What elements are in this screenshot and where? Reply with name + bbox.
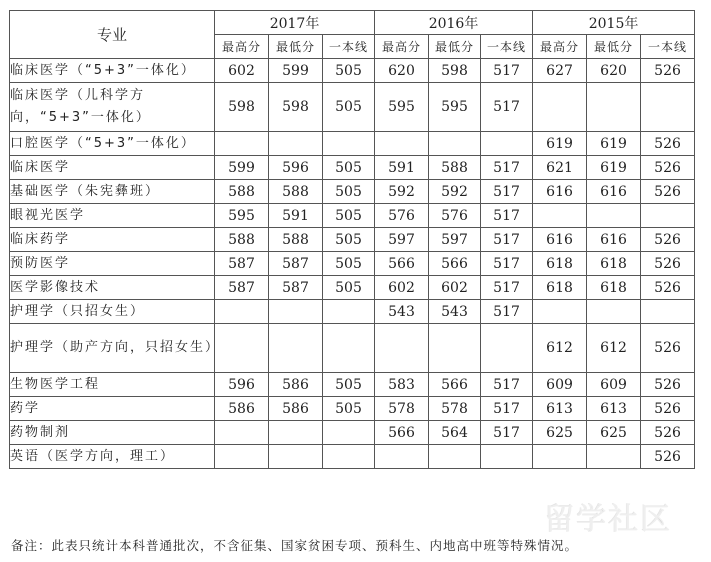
table-row (10, 300, 695, 324)
score-cell: 598 (429, 59, 481, 83)
score-cell: 599 (269, 59, 323, 83)
major-name-cell: 生物医学工程 (10, 373, 215, 397)
score-cell: 517 (481, 180, 533, 204)
major-name-cell: 临床药学 (10, 228, 215, 252)
table-row (10, 373, 695, 397)
score-cell: 595 (215, 204, 269, 228)
score-cell (269, 421, 323, 445)
major-name-cell: 基础医学（朱宪彝班） (10, 180, 215, 204)
major-name-cell: 预防医学 (10, 252, 215, 276)
score-cell: 619 (587, 156, 641, 180)
score-cell: 588 (429, 156, 481, 180)
score-cell: 505 (323, 204, 375, 228)
table-row (10, 421, 695, 445)
score-cell (641, 204, 695, 228)
score-cell: 517 (481, 156, 533, 180)
score-cell: 587 (269, 252, 323, 276)
score-cell: 587 (215, 252, 269, 276)
score-cell: 517 (481, 276, 533, 300)
score-cell (587, 204, 641, 228)
score-cell: 591 (375, 156, 429, 180)
sub-header-min: 最低分 (269, 35, 323, 59)
table-row (10, 276, 695, 300)
score-cell: 591 (269, 204, 323, 228)
major-name-cell: 护理学（只招女生） (10, 300, 215, 324)
major-column-header: 专业 (10, 11, 215, 59)
score-cell: 621 (533, 156, 587, 180)
score-cell: 517 (481, 59, 533, 83)
score-cell: 566 (375, 252, 429, 276)
score-cell: 602 (215, 59, 269, 83)
score-cell: 612 (587, 324, 641, 373)
score-cell: 609 (587, 373, 641, 397)
score-cell: 517 (481, 373, 533, 397)
table-row (10, 83, 695, 132)
score-cell (533, 204, 587, 228)
score-cell: 587 (269, 276, 323, 300)
score-cell: 586 (269, 397, 323, 421)
score-cell: 588 (269, 180, 323, 204)
sub-header-min: 最低分 (587, 35, 641, 59)
score-cell: 613 (587, 397, 641, 421)
score-cell: 588 (215, 180, 269, 204)
svg-text:留学社区: 留学社区 (544, 502, 672, 537)
score-cell: 586 (215, 397, 269, 421)
major-name-cell: 眼视光医学 (10, 204, 215, 228)
score-cell (429, 445, 481, 469)
sub-header-line: 一本线 (323, 35, 375, 59)
sub-header-min: 最低分 (429, 35, 481, 59)
table-row (10, 204, 695, 228)
score-cell: 602 (429, 276, 481, 300)
major-name-cell: 护理学（助产方向，只招女生） (10, 324, 215, 373)
score-cell (215, 421, 269, 445)
year-header-2015: 2015年 (533, 11, 695, 35)
score-cell: 505 (323, 373, 375, 397)
score-cell (323, 421, 375, 445)
score-cell: 587 (215, 276, 269, 300)
score-cell: 526 (641, 228, 695, 252)
score-cell: 586 (269, 373, 323, 397)
score-cell (375, 132, 429, 156)
score-cell: 619 (533, 132, 587, 156)
major-name-cell: 临床医学 (10, 156, 215, 180)
score-cell (375, 445, 429, 469)
score-cell: 576 (429, 204, 481, 228)
score-cell: 505 (323, 228, 375, 252)
score-cell: 526 (641, 373, 695, 397)
score-cell (641, 83, 695, 132)
sub-header-max: 最高分 (375, 35, 429, 59)
score-cell: 598 (215, 83, 269, 132)
score-cell: 578 (375, 397, 429, 421)
score-cell: 596 (269, 156, 323, 180)
sub-header-max: 最高分 (533, 35, 587, 59)
score-cell (481, 445, 533, 469)
score-cell: 616 (533, 180, 587, 204)
score-cell: 613 (533, 397, 587, 421)
table-row (10, 59, 695, 83)
score-cell: 566 (429, 252, 481, 276)
score-cell: 505 (323, 252, 375, 276)
score-cell: 526 (641, 252, 695, 276)
score-cell (323, 324, 375, 373)
score-cell: 599 (215, 156, 269, 180)
score-cell: 620 (587, 59, 641, 83)
score-cell: 597 (429, 228, 481, 252)
score-cell: 588 (269, 228, 323, 252)
score-cell: 517 (481, 252, 533, 276)
major-name-cell: 医学影像技术 (10, 276, 215, 300)
score-cell (481, 132, 533, 156)
score-cell: 526 (641, 132, 695, 156)
score-cell (429, 132, 481, 156)
table-row (10, 132, 695, 156)
score-cell: 526 (641, 421, 695, 445)
score-cell (429, 324, 481, 373)
score-cell: 576 (375, 204, 429, 228)
score-cell (587, 300, 641, 324)
major-name-cell: 口腔医学（“5+3”一体化） (10, 132, 215, 156)
score-cell: 517 (481, 397, 533, 421)
score-cell: 526 (641, 276, 695, 300)
score-cell: 566 (375, 421, 429, 445)
score-cell: 619 (587, 132, 641, 156)
score-cell: 596 (215, 373, 269, 397)
score-cell (323, 132, 375, 156)
score-cell (533, 300, 587, 324)
score-cell: 616 (533, 228, 587, 252)
major-name-cell: 英语（医学方向，理工） (10, 445, 215, 469)
score-cell (587, 445, 641, 469)
score-cell (269, 324, 323, 373)
year-header-2016: 2016年 (375, 11, 533, 35)
score-cell (215, 132, 269, 156)
table-body (10, 59, 695, 469)
sub-header-line: 一本线 (481, 35, 533, 59)
score-cell: 505 (323, 83, 375, 132)
score-cell: 505 (323, 156, 375, 180)
year-header-2017: 2017年 (215, 11, 375, 35)
score-cell: 543 (375, 300, 429, 324)
score-cell (323, 300, 375, 324)
score-cell: 598 (269, 83, 323, 132)
score-cell: 592 (429, 180, 481, 204)
score-cell: 526 (641, 324, 695, 373)
score-cell: 578 (429, 397, 481, 421)
score-cell: 526 (641, 180, 695, 204)
score-cell: 595 (375, 83, 429, 132)
score-cell: 602 (375, 276, 429, 300)
score-cell: 526 (641, 59, 695, 83)
score-cell (269, 445, 323, 469)
score-cell: 588 (215, 228, 269, 252)
score-cell: 618 (587, 276, 641, 300)
major-name-cell: 临床医学（“5+3”一体化） (10, 59, 215, 83)
table-row (10, 445, 695, 469)
score-cell (269, 132, 323, 156)
score-cell: 618 (533, 276, 587, 300)
score-cell: 543 (429, 300, 481, 324)
score-cell: 592 (375, 180, 429, 204)
score-cell: 505 (323, 180, 375, 204)
score-cell: 505 (323, 397, 375, 421)
score-table (9, 10, 695, 469)
score-cell: 583 (375, 373, 429, 397)
score-cell: 564 (429, 421, 481, 445)
score-cell (323, 445, 375, 469)
score-cell: 595 (429, 83, 481, 132)
sub-header-max: 最高分 (215, 35, 269, 59)
table-row (10, 397, 695, 421)
score-cell: 618 (533, 252, 587, 276)
score-cell: 505 (323, 276, 375, 300)
score-cell (215, 324, 269, 373)
score-cell: 597 (375, 228, 429, 252)
score-cell: 612 (533, 324, 587, 373)
score-cell (587, 83, 641, 132)
score-cell (269, 300, 323, 324)
score-cell (481, 324, 533, 373)
score-cell: 618 (587, 252, 641, 276)
score-cell: 526 (641, 156, 695, 180)
score-cell: 625 (533, 421, 587, 445)
score-cell: 620 (375, 59, 429, 83)
score-cell: 505 (323, 59, 375, 83)
score-cell (533, 445, 587, 469)
score-cell: 609 (533, 373, 587, 397)
score-cell (375, 324, 429, 373)
score-cell: 526 (641, 397, 695, 421)
score-cell: 517 (481, 228, 533, 252)
watermark-graphic (540, 493, 690, 541)
score-cell: 517 (481, 83, 533, 132)
table-row (10, 156, 695, 180)
score-cell (215, 445, 269, 469)
table-row (10, 324, 695, 373)
score-cell: 517 (481, 204, 533, 228)
score-cell: 616 (587, 180, 641, 204)
major-name-cell: 药物制剂 (10, 421, 215, 445)
score-cell: 517 (481, 421, 533, 445)
sub-header-line: 一本线 (641, 35, 695, 59)
footnote: 备注：此表只统计本科普通批次，不含征集、国家贫困专项、预科生、内地高中班等特殊情况。 (11, 538, 579, 553)
score-cell: 517 (481, 300, 533, 324)
score-cell (215, 300, 269, 324)
watermark-logo (540, 493, 690, 541)
score-cell: 526 (641, 445, 695, 469)
score-cell: 627 (533, 59, 587, 83)
score-cell: 625 (587, 421, 641, 445)
score-cell: 616 (587, 228, 641, 252)
table-row (10, 180, 695, 204)
score-cell (641, 300, 695, 324)
table-row (10, 228, 695, 252)
table-row (10, 252, 695, 276)
major-name-cell: 临床医学（儿科学方向，“5+3”一体化） (10, 83, 215, 132)
score-cell: 566 (429, 373, 481, 397)
major-name-cell: 药学 (10, 397, 215, 421)
score-cell (533, 83, 587, 132)
